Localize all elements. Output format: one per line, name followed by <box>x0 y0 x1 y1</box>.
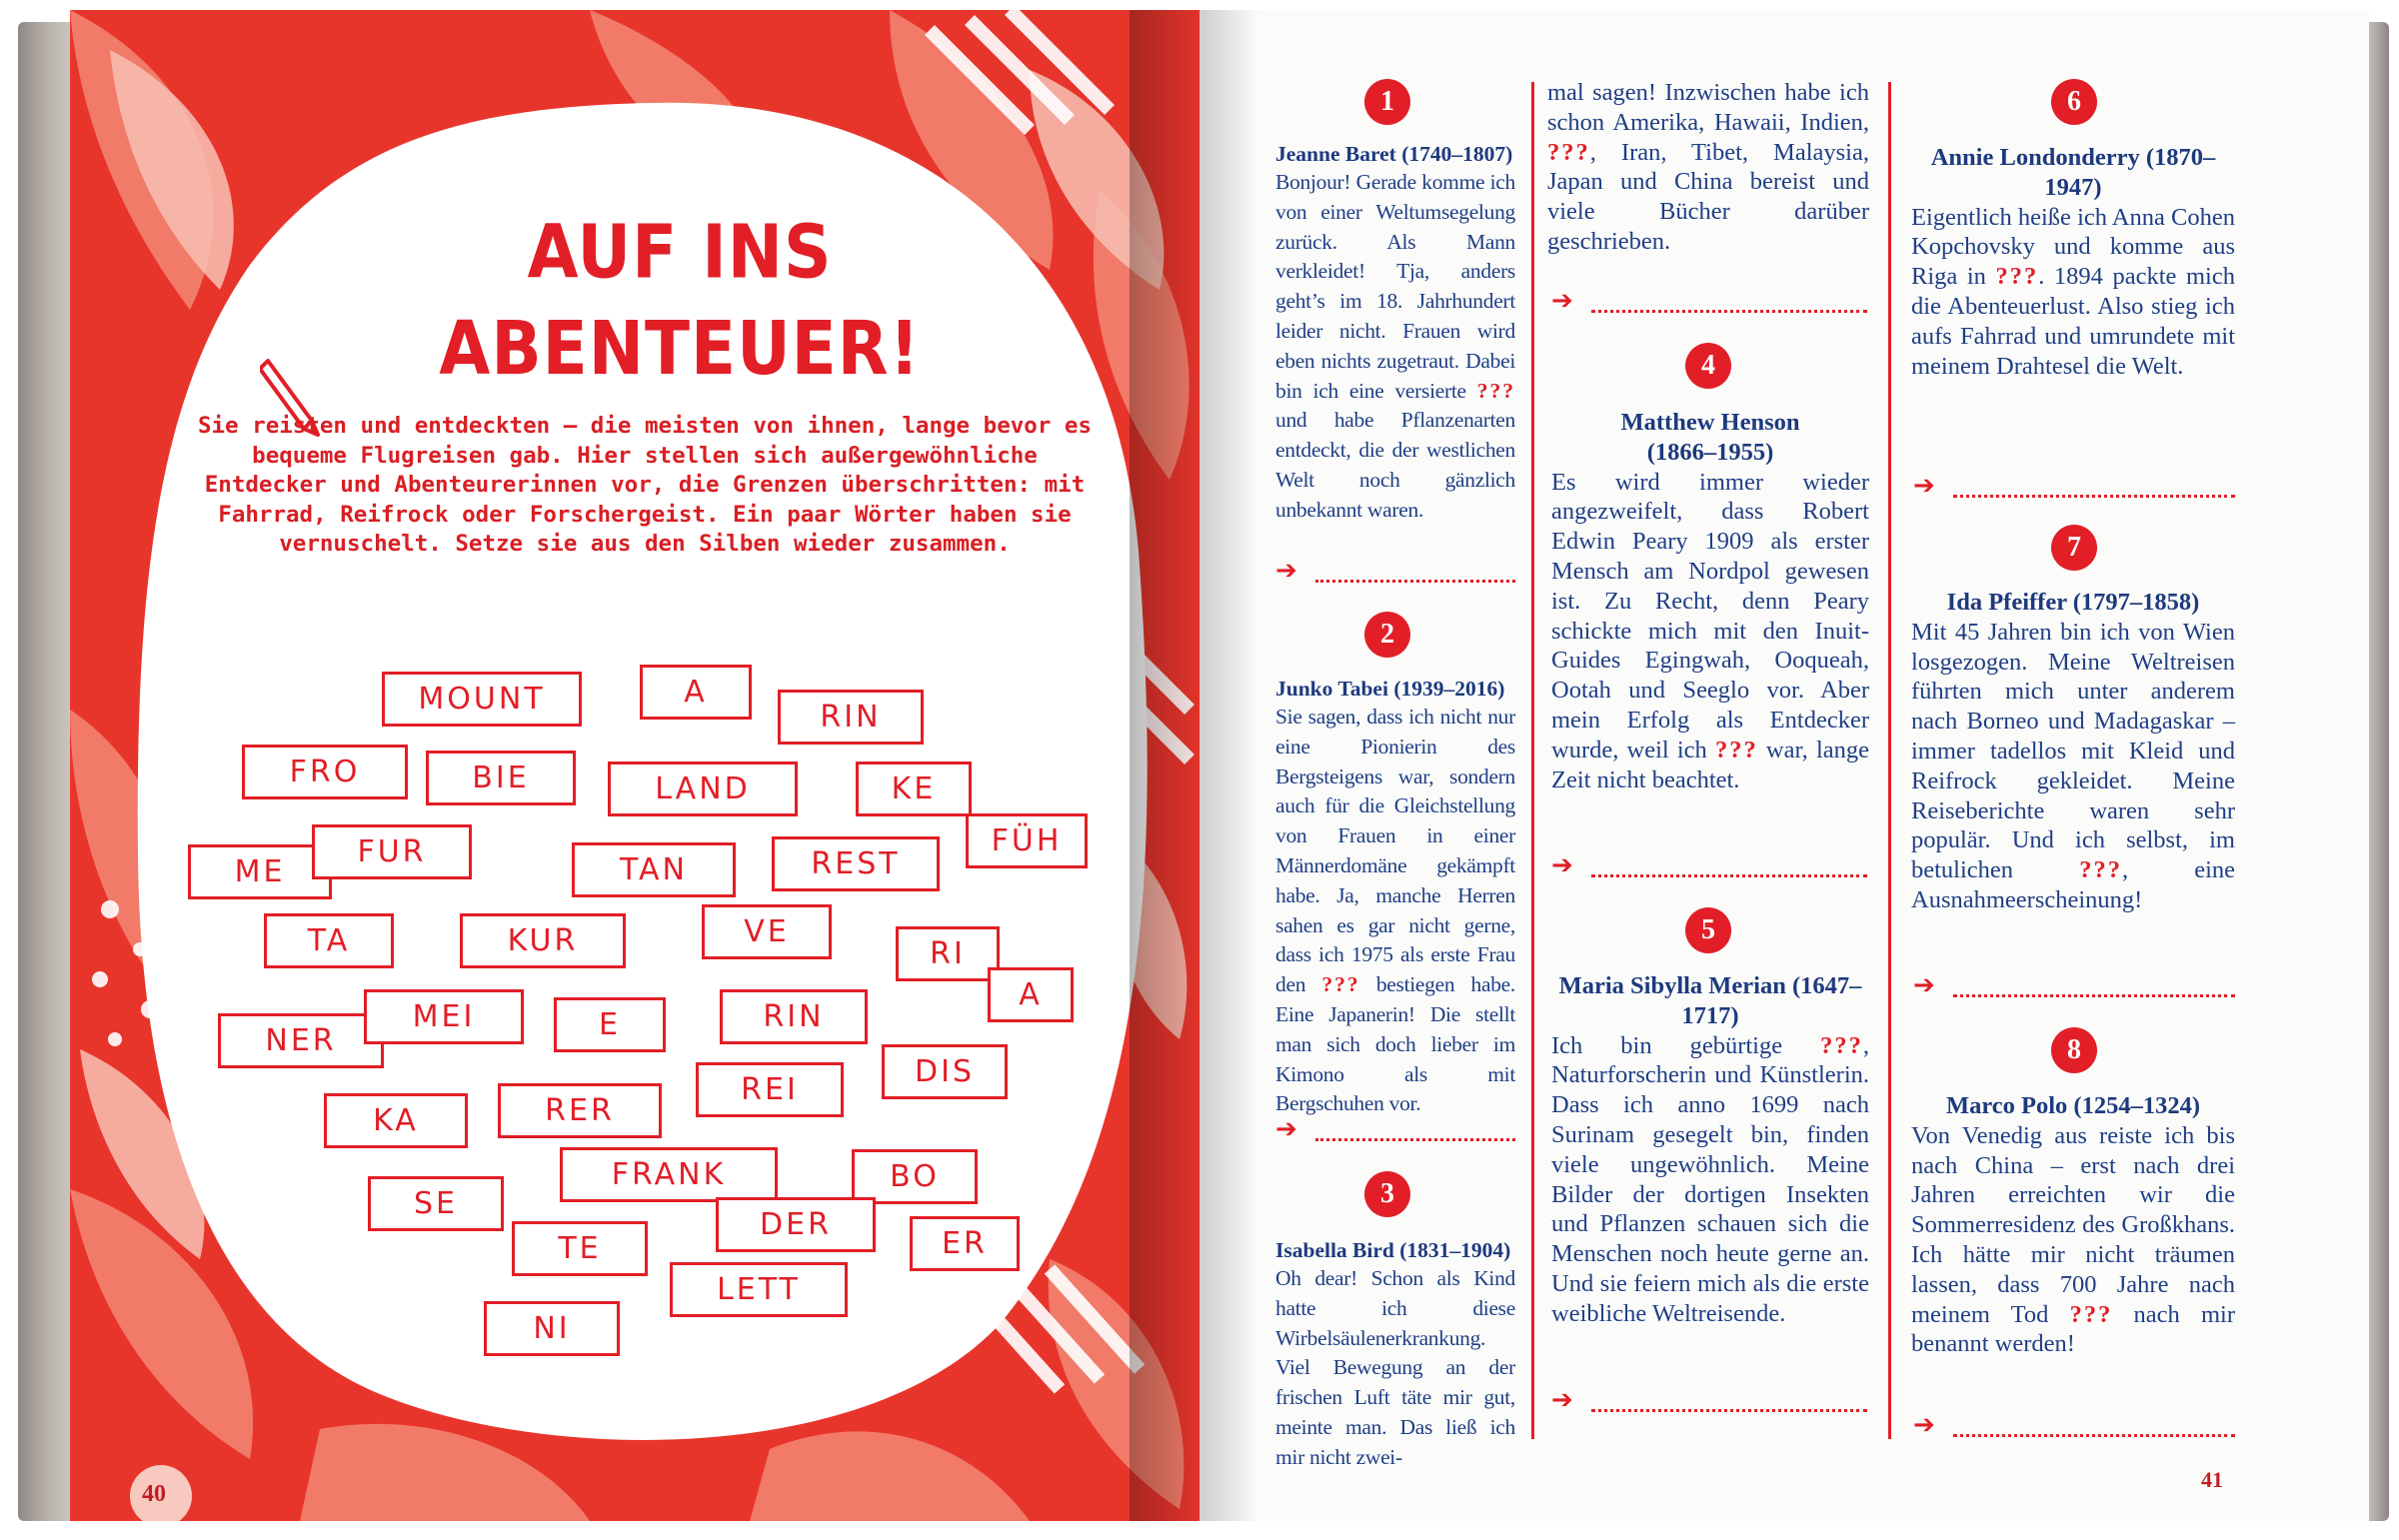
arrow-icon: ➔ <box>1551 286 1573 316</box>
syllable-box: E <box>554 997 666 1052</box>
syllable-box: NI <box>484 1301 620 1356</box>
syllable-box: A <box>988 967 1074 1022</box>
syllable-box: LETT <box>670 1262 848 1317</box>
entry-name: Annie Londonderry (1870–1947) <box>1930 144 2216 201</box>
entry-name: Maria Sibylla Merian (1647–1717) <box>1558 972 1862 1029</box>
entry-name: Isabella Bird (1831–1904) <box>1275 1238 1511 1262</box>
entry-name: Ida Pfeiffer (1797–1858) <box>1946 589 2200 616</box>
syllable-box: MEI <box>364 989 524 1044</box>
column-rule <box>1888 82 1891 1439</box>
answer-line[interactable] <box>1913 470 2235 500</box>
intro-text: Sie reisten und entdeckten – die meisten von ihnen, lange bevor es bequeme Flugreisen gab. Hier stellen sich außergewöhnliche Entdecker und Abenteurerinnen vor, die Grenzen überschritten: mit Fahrrad, Reifrock oder Forschergeist. Ein paar Wörter haben sie vernuschelt. Setze sie aus den Silben wieder zusammen. <box>197 413 1093 557</box>
entry-number-8: 8 <box>2051 1027 2097 1073</box>
entry-number-6: 6 <box>2051 79 2097 125</box>
syllable-box: TE <box>512 1221 648 1276</box>
left-page <box>70 10 1200 1521</box>
syllable-box: TA <box>264 913 394 968</box>
entry-text: Von Venedig aus reiste ich bis nach China – erst nach drei Jahren erreichten wir die Sommerresidenz des Großkhans. Ich hätte mir nicht träumen lassen, dass 700 Jahre nach meinem Tod ??? nach mir benannt werden! <box>1911 1121 2235 1358</box>
missing-word: ??? <box>2079 856 2122 884</box>
arrow-icon: ➔ <box>1551 850 1573 880</box>
syllable-box: FRO <box>242 745 408 799</box>
entry-number-5: 5 <box>1685 907 1731 953</box>
entry-text: mal sagen! Inzwischen habe ich schon Amerika, Hawaii, Indien, ???, Iran, Tibet, Malaysia, Japan und China bereist und viele Bücher darüber geschrieben. <box>1547 79 1869 255</box>
entry-name: Junko Tabei (1939–2016) <box>1275 677 1505 701</box>
entry-ida-pfeiffer <box>1911 588 2235 915</box>
entry-text: Eigentlich heiße ich Anna Cohen Kopchovsky und komme aus Riga in ???. 1894 packte mich die Abenteuerlust. Also stieg ich aufs Fahrrad und umrundete mit meinem Drahtesel die Welt. <box>1911 203 2235 380</box>
answer-line[interactable] <box>1913 1409 2235 1439</box>
syllable-box: NER <box>218 1013 384 1068</box>
answer-line[interactable] <box>1551 849 1867 879</box>
missing-word: ??? <box>1476 378 1515 403</box>
arrow-icon: ➔ <box>1275 1114 1297 1144</box>
syllable-box: BO <box>852 1149 978 1204</box>
missing-word: ??? <box>1995 263 2039 291</box>
entry-isabella-bird-continued <box>1547 78 1869 257</box>
syllable-box: KA <box>324 1093 468 1148</box>
syllable-box: REI <box>696 1062 844 1117</box>
entry-number-7: 7 <box>2051 525 2097 571</box>
missing-word: ??? <box>2069 1300 2113 1328</box>
syllable-box: FUR <box>312 824 472 879</box>
answer-line[interactable] <box>1551 285 1867 315</box>
answer-dotted-line <box>1953 476 2235 498</box>
missing-word: ??? <box>1714 736 1758 764</box>
entry-isabella-bird <box>1275 1236 1515 1473</box>
entry-text: Es wird immer wieder angezweifelt, dass Robert Edwin Peary 1909 als erster Mensch am Nordpol gewesen ist. Zu Recht, denn Peary schickte mich mit den Inuit-Guides Egingwah, Ooqueah, Ootah und Seeglo vor. Aber mein Erfolg als Entdecker wurde, weil ich ??? war, lange Zeit nicht beachtet. <box>1551 468 1869 793</box>
answer-dotted-line <box>1315 1119 1515 1141</box>
syllable-box: LAND <box>608 762 798 816</box>
syllable-box: RIN <box>720 989 868 1044</box>
syllable-box: DER <box>716 1197 876 1252</box>
syllable-box: DIS <box>882 1044 1008 1099</box>
entry-number-1: 1 <box>1364 79 1410 125</box>
syllable-box: A <box>640 665 752 720</box>
syllable-box: ME <box>188 844 332 899</box>
entry-marco-polo <box>1911 1091 2235 1359</box>
page-title <box>330 205 1030 398</box>
answer-dotted-line <box>1953 975 2235 997</box>
missing-word: ??? <box>1321 972 1360 997</box>
page-number-left <box>120 1465 200 1521</box>
syllable-box: RI <box>896 926 1000 981</box>
missing-word: ??? <box>1547 138 1590 166</box>
answer-dotted-line <box>1315 561 1515 583</box>
arrow-icon: ➔ <box>1275 556 1297 586</box>
title-line-1: AUF INS <box>527 209 833 296</box>
syllable-box: VE <box>702 904 832 959</box>
entry-name: Matthew Henson (1866–1955) <box>1620 409 1800 466</box>
page-number-left-text: 40 <box>142 1481 166 1507</box>
syllable-box: KE <box>856 762 972 816</box>
entry-matthew-henson <box>1551 408 1869 794</box>
answer-line[interactable] <box>1551 1384 1867 1414</box>
arrow-icon: ➔ <box>1913 471 1935 501</box>
entry-number-3: 3 <box>1364 1171 1410 1217</box>
answer-dotted-line <box>1591 855 1867 877</box>
entry-number-2: 2 <box>1364 612 1410 658</box>
syllable-box: FRANK <box>560 1147 778 1202</box>
syllable-box: BIE <box>426 751 576 805</box>
title-line-2: ABENTEUER! <box>439 305 921 392</box>
entry-text: Sie sagen, dass ich nicht nur eine Pionierin des Bergsteigens war, sondern auch für die Gleichstellung von Frauen in einer Männerdomäne gekämpft habe. Ja, manche Herren sahen es gar nicht gerne, dass ich 1975 als erste Frau den ??? bestiegen habe. Eine Japanerin! Die stellt man sich doch lieber im Kimono als mit Bergschuhen vor. <box>1275 705 1515 1116</box>
entry-maria-sibylla-merian <box>1551 971 1869 1329</box>
syllable-box: SE <box>368 1176 504 1231</box>
entry-name: Jeanne Baret (1740–1807) <box>1275 142 1513 166</box>
column-rule <box>1531 82 1534 1439</box>
arrow-icon: ➔ <box>1913 970 1935 1000</box>
entry-jeanne-baret <box>1275 140 1515 526</box>
syllable-box: MOUNT <box>382 672 582 727</box>
entry-text: Ich bin gebürtige ???, Naturforscherin und Künstlerin. Dass ich anno 1699 nach Surinam gesegelt bin, finden viele ungewöhnlich. Meine Bilder der dortigen Insekten und Pflanzen schauen sich die Menschen noch heute gerne an. Und sie feiern mich als die erste weibliche Weltreisende. <box>1551 1031 1869 1327</box>
answer-dotted-line <box>1953 1415 2235 1437</box>
syllable-box: RIN <box>778 690 924 745</box>
arrow-icon: ➔ <box>1913 1410 1935 1440</box>
syllable-box: RER <box>498 1083 662 1138</box>
answer-dotted-line <box>1591 1390 1867 1412</box>
answer-line[interactable] <box>1275 1113 1515 1143</box>
entry-name: Marco Polo (1254–1324) <box>1945 1092 2201 1119</box>
entry-text: Bonjour! Gerade komme ich von einer Weltumsegelung zurück. Als Mann verkleidet! Tja, anders geht’s im 18. Jahrhundert leider nicht. Frauen wird eben nichts zugetraut. Dabei bin ich eine versierte ??? und habe Pflanzenarten entdeckt, die der westlichen Welt noch gänzlich unbekannt waren. <box>1275 170 1515 522</box>
entry-text: Mit 45 Jahren bin ich von Wien losgezogen. Meine Weltreisen führten mich unter anderem nach Borneo und Madagaskar – immer tadellos mit Kleid und Reifrock gekleidet. Meine Reiseberichte waren sehr populär. Und ich selbst, im betulichen ???, eine Ausnahmeerscheinung! <box>1911 618 2236 913</box>
syllable-box: TAN <box>572 842 736 897</box>
entry-annie-londonderry <box>1911 143 2235 381</box>
answer-line[interactable] <box>1913 969 2235 999</box>
syllable-box: KUR <box>460 913 626 968</box>
arrow-icon: ➔ <box>1551 1385 1573 1415</box>
entry-text: Oh dear! Schon als Kind hatte ich diese Wirbelsäulenerkrankung. Viel Bewegung an der frischen Luft täte mir gut, meinte man. Das ließ ich mir nicht zwei- <box>1275 1266 1515 1469</box>
answer-dotted-line <box>1591 291 1867 313</box>
syllable-box: ER <box>910 1216 1020 1271</box>
syllable-box: REST <box>772 836 940 891</box>
missing-word: ??? <box>1820 1031 1863 1059</box>
entry-number-4: 4 <box>1685 343 1731 389</box>
entry-junko-tabei <box>1275 675 1515 1119</box>
syllable-box: FÜH <box>966 813 1088 868</box>
answer-line[interactable] <box>1275 555 1515 585</box>
page-number-right: 41 <box>2201 1467 2223 1492</box>
